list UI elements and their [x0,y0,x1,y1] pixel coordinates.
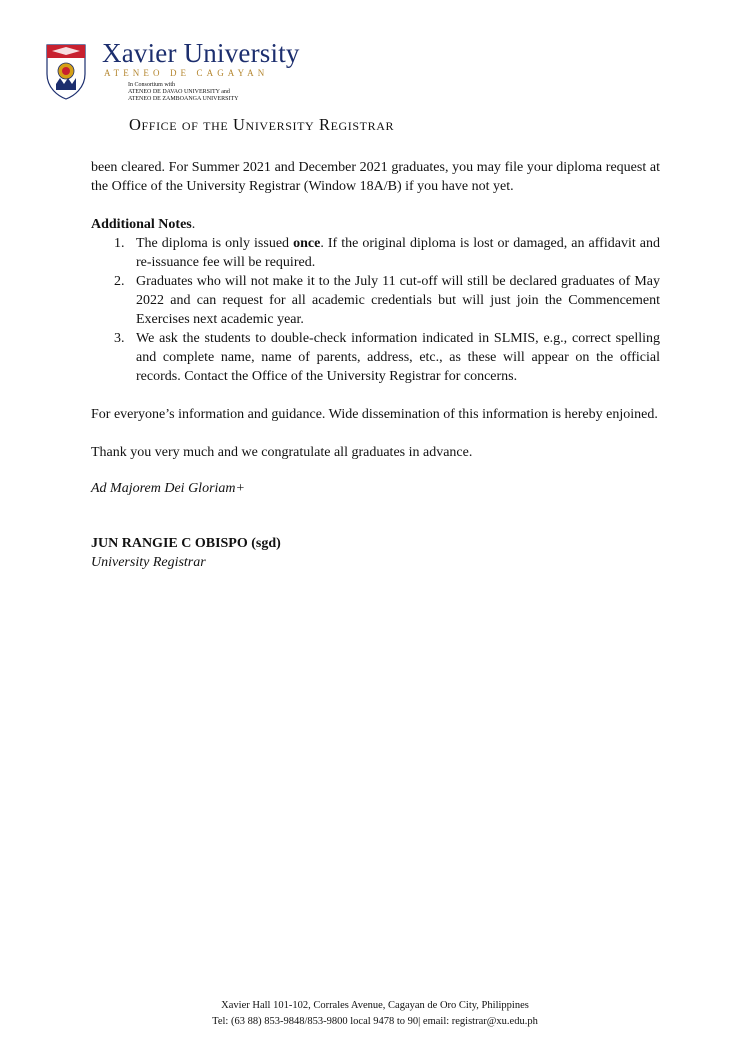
list-item [91,234,660,272]
notes-list [91,234,660,386]
letterhead [46,40,466,106]
list-item [91,329,660,386]
notes-heading-line [91,215,660,234]
list-item [91,272,660,329]
notes-heading-punct: . [191,217,196,232]
consortium-line: In Consortium with [128,82,176,88]
list-item-text: Graduates who will not make it to the July 11 cut-off will still be declared graduates of May 2022 and can request for all academic credentials but will just join the Commencement Exercises next academic year. [136,274,660,327]
list-item-number: 3. [114,331,125,346]
footer-address: Xavier Hall 101-102, Corrales Avenue, Cagayan de Oro City, Philippines [221,1000,529,1011]
signatory-name: JUN RANGIE C OBISPO (sgd) [91,536,281,551]
list-item-text: The diploma is only issued [136,236,294,251]
notes-heading: Additional Notes [91,217,192,232]
emphasis-text: once [293,236,321,251]
consortium-line: ATENEO DE DAVAO UNIVERSITY and [128,89,230,95]
university-name: Xavier University [102,38,300,68]
list-item-number: 1. [114,236,125,251]
consortium-line: ATENEO DE ZAMBOANGA UNIVERSITY [128,96,239,102]
list-item-number: 2. [114,274,125,289]
intro-paragraph: been cleared. For Summer 2021 and December 2021 graduates, you may file your diploma request at the Office of the University Registrar (Window 18A/B) if you have not yet. [91,160,660,194]
motto: Ad Majorem Dei Gloriam+ [91,481,245,496]
info-paragraph: For everyone’s information and guidance. Wide dissemination of this information is hereby enjoined. [91,407,658,422]
thanks-paragraph: Thank you very much and we congratulate all graduates in advance. [91,445,473,460]
list-item-text: . If the original diploma is lost or damaged, an affidavit and re-issuance fee will be required. [136,236,660,270]
footer-contact: Tel: (63 88) 853-9848/853-9800 local 9478 to 90| email: registrar@xu.edu.ph [212,1016,538,1027]
university-subtitle: ATENEO DE CAGAYAN [104,68,269,78]
list-item-text: We ask the students to double-check information indicated in SLMIS, e.g., correct spelling and complete name, name of parents, address, etc., as these will appear on the official records. Contact the Office of the University Registrar for concerns. [136,331,660,384]
office-title: Office of the University Registrar [129,115,395,134]
university-seal-icon [46,44,86,100]
consortium-note [128,82,239,103]
signatory-title: University Registrar [91,555,206,570]
letter-body [91,158,660,572]
